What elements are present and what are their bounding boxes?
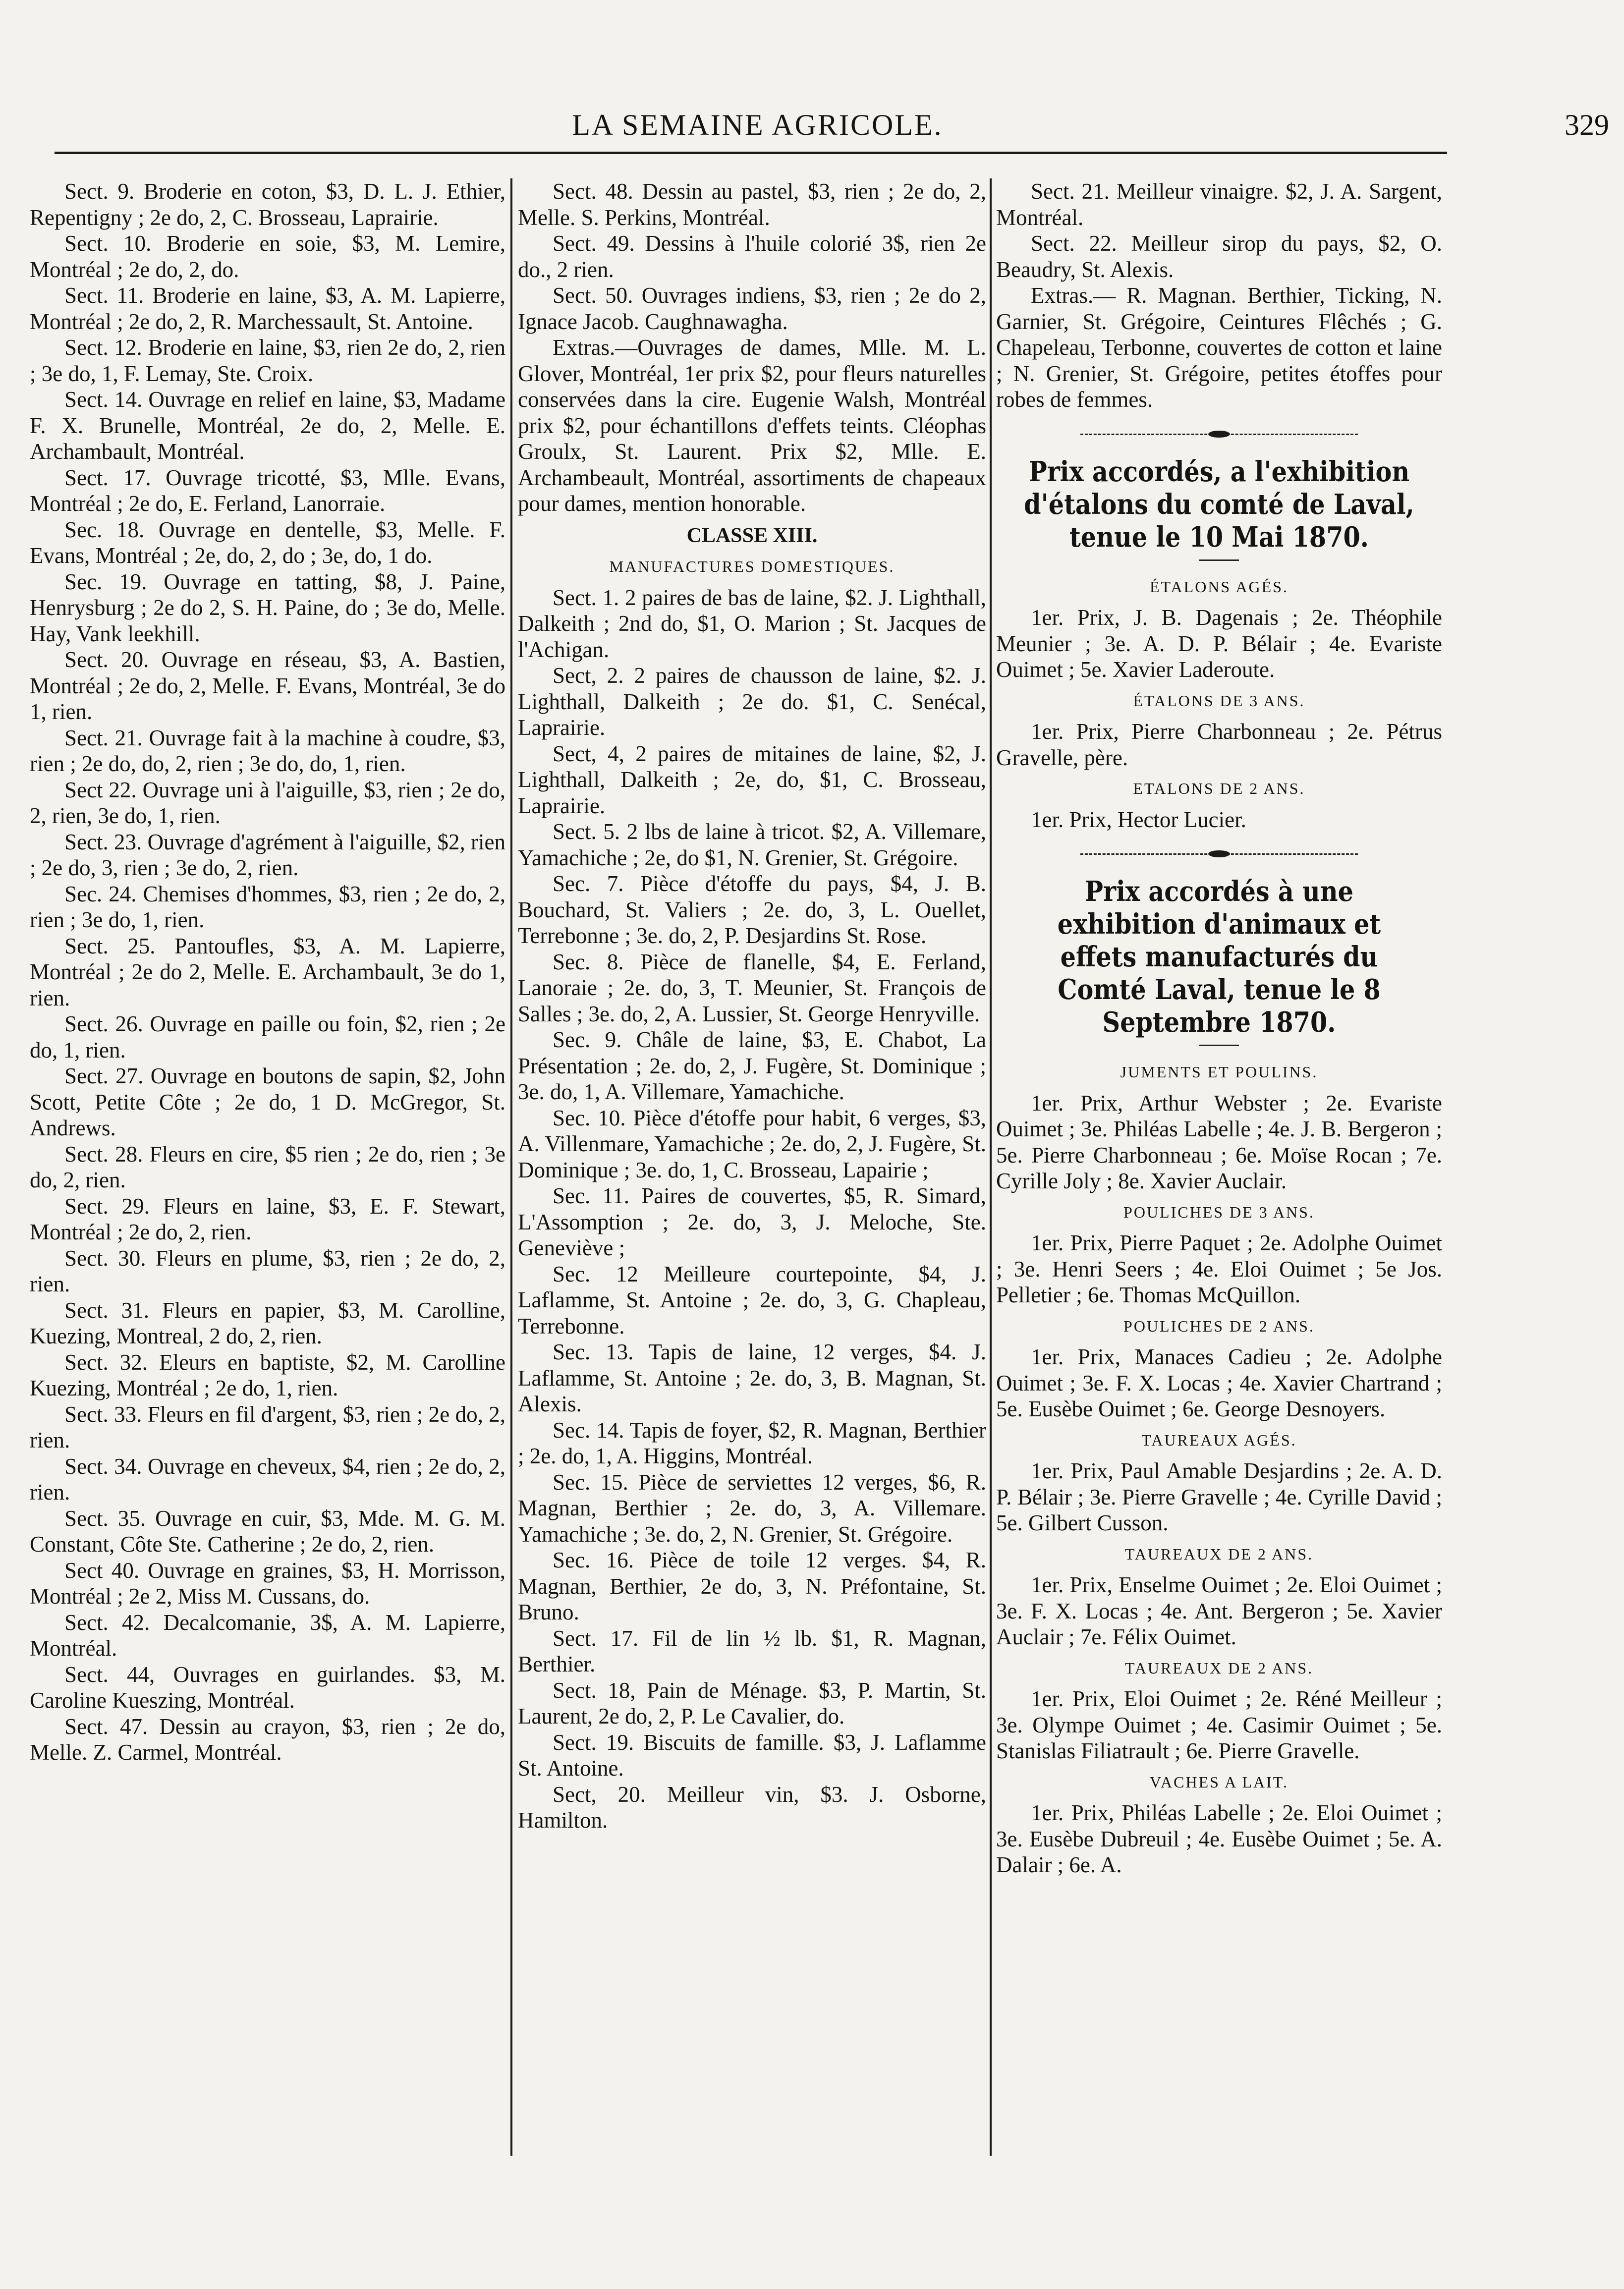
list-item: 1er. Prix, Paul Amable Desjardins ; 2e. A. D. P. Bélair ; 3e. Pierre Gravelle ; 4e. Cyrille David ; 5e. Gilbert Cusson. xyxy=(996,1458,1442,1535)
column-2 xyxy=(518,178,986,1834)
section-subheading: POULICHES DE 2 ANS. xyxy=(1123,1317,1315,1335)
list-item: 1er. Prix, Pierre Charbonneau ; 2e. Pétrus Gravelle, père. xyxy=(996,719,1442,770)
article-title: Prix accordés, a l'exhibition d'étalons du comté de Laval, tenue le 10 Mai 1870. xyxy=(1024,455,1414,554)
list-item: Sect. 42. Decalcomanie, 3$, A. M. Lapierre, Montréal. xyxy=(30,1610,505,1661)
list-item: 1er. Prix, Philéas Labelle ; 2e. Eloi Ouimet ; 3e. Eusèbe Dubreuil ; 4e. Eusèbe Ouimet ; 5e. A. Dalair ; 6e. A. xyxy=(996,1800,1442,1877)
list-item: Sect. 33. Fleurs en fil d'argent, $3, rien ; 2e do, 2, rien. xyxy=(30,1401,505,1452)
list-item: Sec. 9. Châle de laine, $3, E. Chabot, La Présentation ; 2e. do, 2, J. Fugère, St. Dominique ; 3e. do, 1, A. Villemare, Yamachiche. xyxy=(518,1027,986,1104)
list-item: Sect. 28. Fleurs en cire, $5 rien ; 2e do, rien ; 3e do, 2, rien. xyxy=(30,1141,505,1192)
list-item: Sect. 10. Broderie en soie, $3, M. Lemire, Montréal ; 2e do, 2, do. xyxy=(30,231,505,282)
list-item: Sect, 20. Meilleur vin, $3. J. Osborne, Hamilton. xyxy=(518,1782,986,1833)
short-rule xyxy=(1199,559,1239,561)
list-item: Sect. 21. Ouvrage fait à la machine à coudre, $3, rien ; 2e do, do, 2, rien ; 3e do, do, 1, rien. xyxy=(30,725,505,776)
column-divider xyxy=(990,178,992,2156)
list-item: Sec. 10. Pièce d'étoffe pour habit, 6 verges, $3, A. Villenmare, Yamachiche ; 2e. do, 2, J. Fugère, St. Dominique ; 3e. do, 1, C. Brosseau, Lapairie ; xyxy=(518,1105,986,1182)
section-heading: CLASSE XIII. xyxy=(686,524,818,547)
list-item: Sec. 24. Chemises d'hommes, $3, rien ; 2e do, 2, rien ; 3e do, 1, rien. xyxy=(30,881,505,932)
list-item: Sect. 12. Broderie en laine, $3, rien 2e do, 2, rien ; 3e do, 1, F. Lemay, Ste. Croix. xyxy=(30,335,505,386)
section-subheading: MANUFACTURES DOMESTIQUES. xyxy=(609,558,895,575)
list-item: Sect. 14. Ouvrage en relief en laine, $3, Madame F. X. Brunelle, Montréal, 2e do, 2, Melle. E. Archambault, Montréal. xyxy=(30,387,505,464)
section-subheading: ÉTALONS DE 3 ANS. xyxy=(1133,691,1305,710)
page-title: LA SEMAINE AGRICOLE. xyxy=(572,109,943,141)
list-item: Sect. 9. Broderie en coton, $3, D. L. J. Ethier, Repentigny ; 2e do, 2, C. Brosseau, Laprairie. xyxy=(30,179,505,230)
list-item: Sect. 5. 2 lbs de laine à tricot. $2, A. Villemare, Yamachiche ; 2e, do $1, N. Grenier, St. Grégoire. xyxy=(518,819,986,870)
list-item: Sect, 2. 2 paires de chausson de laine, $2. J. Lighthall, Dalkeith ; 2e do. $1, C. Senécal, Laprairie. xyxy=(518,663,986,740)
column-1 xyxy=(30,178,505,1766)
list-item: Sect. 47. Dessin au crayon, $3, rien ; 2e do, Melle. Z. Carmel, Montréal. xyxy=(30,1714,505,1765)
ornament-divider xyxy=(1080,431,1358,438)
list-item: Sec. 11. Paires de couvertes, $5, R. Simard, L'Assomption ; 2e. do, 3, J. Meloche, Ste. Geneviève ; xyxy=(518,1183,986,1260)
list-item: Sect. 22. Meilleur sirop du pays, $2, O. Beaudry, St. Alexis. xyxy=(996,231,1442,282)
list-item: Extras.—Ouvrages de dames, Mlle. M. L. Glover, Montréal, 1er prix $2, pour fleurs naturelles conservées dans la cire. Eugenie Walsh, Montréal prix $2, pour échantillons d'effets teints. Cléophas Groulx, St. Laurent. Prix $2, Mlle. E. Archambeault, Montréal, assortiments de chapeaux pour dames, mention honorable. xyxy=(518,335,986,516)
list-item: 1er. Prix, Hector Lucier. xyxy=(1031,807,1246,832)
column-3 xyxy=(996,178,1442,1878)
list-item: Sec. 12 Meilleure courtepointe, $4, J. Laflamme, St. Antoine ; 2e. do, 3, G. Chapleau, Terrebonne. xyxy=(518,1261,986,1339)
list-item: Sect, 4, 2 paires de mitaines de laine, $2, J. Lighthall, Dalkeith ; 2e, do, $1, C. Brosseau, Laprairie. xyxy=(518,741,986,818)
header-rule xyxy=(55,152,1447,154)
list-item: Sect. 17. Fil de lin ½ lb. $1, R. Magnan, Berthier. xyxy=(518,1625,986,1676)
section-subheading: ETALONS DE 2 ANS. xyxy=(1133,780,1305,797)
section-subheading: ÉTALONS AGÉS. xyxy=(1150,577,1288,596)
list-item: Sec. 8. Pièce de flanelle, $4, E. Ferland, Lanoraie ; 2e. do, 3, T. Meunier, St. François de Salles ; 3e. do, 2, A. Lussier, St. George Henryville. xyxy=(518,949,986,1026)
list-item: Sect. 31. Fleurs en papier, $3, M. Carolline, Kuezing, Montreal, 2 do, 2, rien. xyxy=(30,1297,505,1348)
section-subheading: TAUREAUX DE 2 ANS. xyxy=(1124,1659,1314,1677)
list-item: 1er. Prix, Pierre Paquet ; 2e. Adolphe Ouimet ; 3e. Henri Seers ; 4e. Eloi Ouimet ; 5e Jos. Pelletier ; 6e. Thomas McQuillon. xyxy=(996,1230,1442,1307)
page-header xyxy=(55,108,1609,153)
list-item: 1er. Prix, J. B. Dagenais ; 2e. Théophile Meunier ; 3e. A. D. P. Bélair ; 4e. Evariste Ouimet ; 5e. Xavier Laderoute. xyxy=(996,605,1442,682)
column-divider xyxy=(510,178,512,2156)
list-item: Sect. 44, Ouvrages en guirlandes. $3, M. Caroline Kueszing, Montréal. xyxy=(30,1662,505,1713)
list-item: Sec. 15. Pièce de serviettes 12 verges, $6, R. Magnan, Berthier ; 2e. do, 3, A. Villemare. Yamachiche ; 3e. do, 2, N. Grenier, St. Grégoire. xyxy=(518,1469,986,1547)
list-item: Sect. 27. Ouvrage en boutons de sapin, $2, John Scott, Petite Côte ; 2e do, 1 D. McGregor, St. Andrews. xyxy=(30,1063,505,1140)
list-item: Sec. 19. Ouvrage en tatting, $8, J. Paine, Henrysburg ; 2e do 2, S. H. Paine, do ; 3e do, Melle. Hay, Vank leekhill. xyxy=(30,569,505,646)
section-subheading: VACHES A LAIT. xyxy=(1150,1773,1288,1791)
list-item: Sect. 29. Fleurs en laine, $3, E. F. Stewart, Montréal ; 2e do, 2, rien. xyxy=(30,1193,505,1244)
list-item: Sect. 35. Ouvrage en cuir, $3, Mde. M. G. M. Constant, Côte Ste. Catherine ; 2e do, 2, rien. xyxy=(30,1506,505,1557)
list-item: Sect. 50. Ouvrages indiens, $3, rien ; 2e do 2, Ignace Jacob. Caughnawagha. xyxy=(518,283,986,334)
list-item: Sec. 13. Tapis de laine, 12 verges, $4. J. Laflamme, St. Antoine ; 2e. do, 3, B. Magnan, St. Alexis. xyxy=(518,1340,986,1416)
list-item: Sect. 17. Ouvrage tricotté, $3, Mlle. Evans, Montréal ; 2e do, E. Ferland, Lanorraie. xyxy=(30,465,505,516)
list-item: Sect. 1. 2 paires de bas de laine, $2. J. Lighthall, Dalkeith ; 2nd do, $1, O. Marion ; St. Jacques de l'Achigan. xyxy=(518,585,986,662)
list-item: 1er. Prix, Enselme Ouimet ; 2e. Eloi Ouimet ; 3e. F. X. Locas ; 4e. Ant. Bergeron ; 5e. Xavier Auclair ; 7e. Félix Ouimet. xyxy=(996,1572,1442,1649)
list-item: Sect. 34. Ouvrage en cheveux, $4, rien ; 2e do, 2, rien. xyxy=(30,1453,505,1505)
section-subheading: TAUREAUX DE 2 ANS. xyxy=(1124,1545,1314,1563)
list-item: Sec. 14. Tapis de foyer, $2, R. Magnan, Berthier ; 2e. do, 1, A. Higgins, Montréal. xyxy=(518,1417,986,1468)
list-item: 1er. Prix, Arthur Webster ; 2e. Evariste Ouimet ; 3e. Philéas Labelle ; 4e. J. B. Bergeron ; 5e. Pierre Charbonneau ; 6e. Moïse Rocan ; 7e. Cyrille Joly ; 8e. Xavier Auclair. xyxy=(996,1090,1442,1193)
list-item: Sect. 19. Biscuits de famille. $3, J. Laflamme St. Antoine. xyxy=(518,1730,986,1781)
list-item: Sect. 23. Ouvrage d'agrément à l'aiguille, $2, rien ; 2e do, 3, rien ; 3e do, 2, rien. xyxy=(30,829,505,880)
list-item: Sect. 18, Pain de Ménage. $3, P. Martin, St. Laurent, 2e do, 2, P. Le Cavalier, do. xyxy=(518,1677,986,1729)
ornament-dot xyxy=(1208,431,1230,438)
list-item: Sect. 30. Fleurs en plume, $3, rien ; 2e do, 2, rien. xyxy=(30,1245,505,1296)
list-item: 1er. Prix, Manaces Cadieu ; 2e. Adolphe Ouimet ; 3e. F. X. Locas ; 4e. Xavier Chartrand ; 5e. Eusèbe Ouimet ; 6e. George Desnoyers. xyxy=(996,1344,1442,1421)
list-item: 1er. Prix, Eloi Ouimet ; 2e. Réné Meilleur ; 3e. Olympe Ouimet ; 4e. Casimir Ouimet ; 5e. Stanislas Filiatrault ; 6e. Pierre Gravelle. xyxy=(996,1686,1442,1763)
list-item: Sect. 20. Ouvrage en réseau, $3, A. Bastien, Montréal ; 2e do, 2, Melle. F. Evans, Montréal, 3e do 1, rien. xyxy=(30,647,505,724)
section-subheading: TAUREAUX AGÉS. xyxy=(1141,1431,1297,1449)
short-rule xyxy=(1199,1045,1239,1046)
list-item: Extras.— R. Magnan. Berthier, Ticking, N. Garnier, St. Grégoire, Ceintures Flêchés ; G. Chapeleau, Terbonne, couvertes de cotton et laine ; N. Grenier, St. Grégoire, petites étoffes pour robes de femmes. xyxy=(996,283,1442,412)
list-item: Sect 40. Ouvrage en graines, $3, H. Morrisson, Montréal ; 2e 2, Miss M. Cussans, do. xyxy=(30,1558,505,1609)
list-item: Sect. 48. Dessin au pastel, $3, rien ; 2e do, 2, Melle. S. Perkins, Montréal. xyxy=(518,179,986,230)
list-item: Sect. 49. Dessins à l'huile colorié 3$, rien 2e do., 2 rien. xyxy=(518,231,986,282)
article-title: Prix accordés à une exhibition d'animaux et effets manufacturés du Comté Laval, tenue le 8 Septembre 1870. xyxy=(1057,875,1381,1039)
list-item: Sec. 18. Ouvrage en dentelle, $3, Melle. F. Evans, Montréal ; 2e, do, 2, do ; 3e, do, 1 do. xyxy=(30,517,505,568)
list-item: Sect. 11. Broderie en laine, $3, A. M. Lapierre, Montréal ; 2e do, 2, R. Marchessault, St. Antoine. xyxy=(30,283,505,334)
list-item: Sec. 7. Pièce d'étoffe du pays, $4, J. B. Bouchard, St. Valiers ; 2e. do, 3, L. Ouellet, Terrebonne ; 3e. do, 2, P. Desjardins St. Rose. xyxy=(518,871,986,948)
list-item: Sect. 25. Pantoufles, $3, A. M. Lapierre, Montréal ; 2e do 2, Melle. E. Archambault, 3e do 1, rien. xyxy=(30,933,505,1010)
page-number: 329 xyxy=(1565,109,1609,141)
section-subheading: POULICHES DE 3 ANS. xyxy=(1123,1203,1315,1221)
list-item: Sec. 16. Pièce de toile 12 verges. $4, R. Magnan, Berthier, 2e do, 3, N. Préfontaine, St. Bruno. xyxy=(518,1548,986,1624)
list-item: Sect. 21. Meilleur vinaigre. $2, J. A. Sargent, Montréal. xyxy=(996,179,1442,230)
list-item: Sect. 26. Ouvrage en paille ou foin, $2, rien ; 2e do, 1, rien. xyxy=(30,1011,505,1062)
list-item: Sect 22. Ouvrage uni à l'aiguille, $3, rien ; 2e do, 2, rien, 3e do, 1, rien. xyxy=(30,777,505,828)
section-subheading: JUMENTS ET POULINS. xyxy=(1120,1063,1318,1081)
ornament-dot xyxy=(1208,850,1230,857)
ornament-divider xyxy=(1080,850,1358,857)
list-item: Sect. 32. Eleurs en baptiste, $2, M. Carolline Kuezing, Montréal ; 2e do, 1, rien. xyxy=(30,1349,505,1400)
